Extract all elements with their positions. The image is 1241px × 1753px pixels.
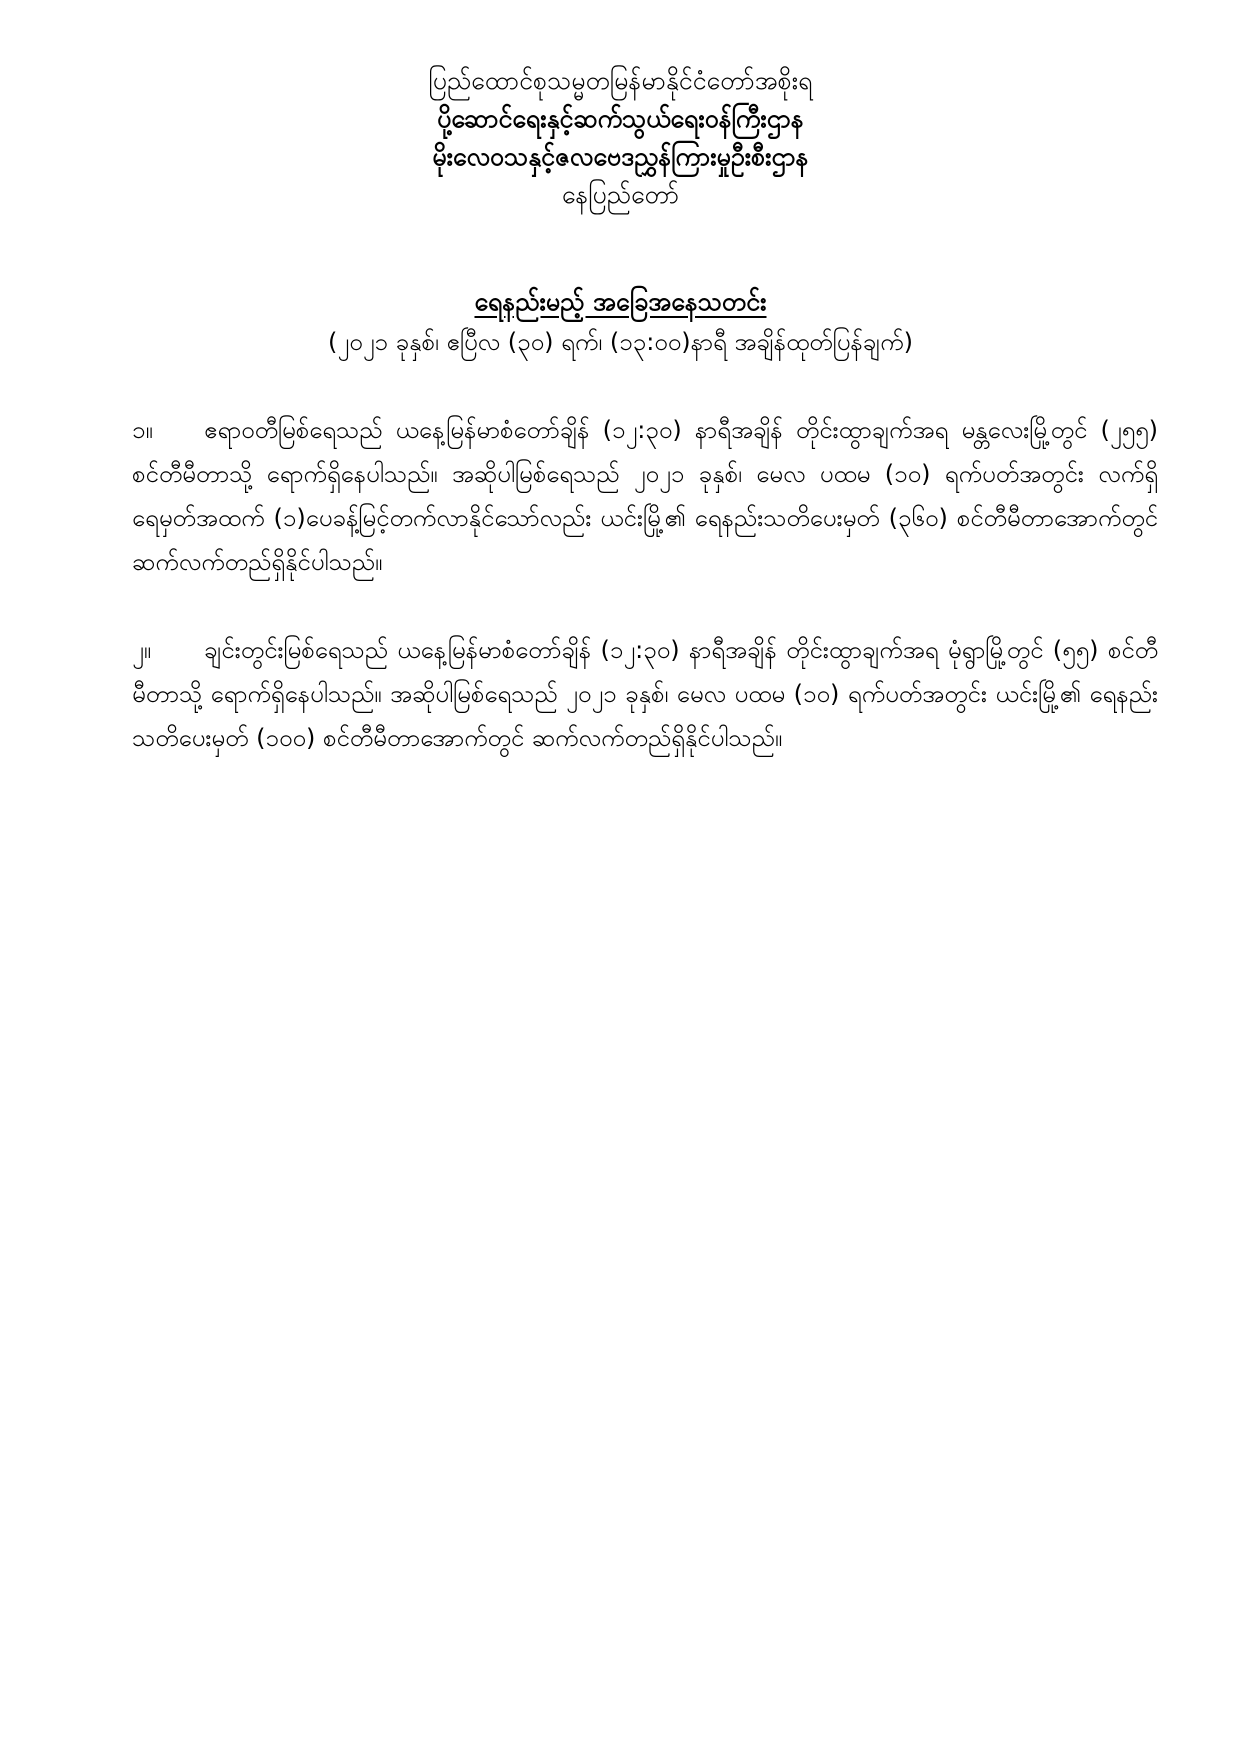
letterhead [0,62,1241,214]
notice-title [0,282,1241,322]
paragraph-text: ချင်းတွင်းမြစ်ရေသည် ယနေ့မြန်မာစံတော်ချိန် (၁၂:၃၀) နာရီအချိန် တိုင်းထွာချက်အရ မုံရွာမြို့တွင် (၅၅) စင်တီမီတာသို့ ရောက်ရှိနေပါသည်။ အဆိုပါမြစ်ရေသည် ၂၀၂၁ ခုနှစ်၊ မေလ ပထမ (၁၀) ရက်ပတ်အတွင်း ယင်းမြို့၏ ရေနည်းသတိပေးမှတ် (၁၀၀) စင်တီမီတာအောက်တွင် ဆက်လက်တည်ရှိနိုင်ပါသည်။ [132,636,1158,752]
notice-heading [0,282,1241,362]
notice-title-text: ရေနည်းမည့် အခြေအနေသတင်း [474,287,767,316]
paragraph-2 [132,628,1158,760]
department-name: မိုးလေဝသနှင့်ဇလဗေဒညွှန်ကြားမှုဦးစီးဌာန [432,142,809,171]
paragraph-number: ၁။ [132,416,153,444]
government-name: ပြည်ထောင်စုသမ္မတမြန်မာနိုင်ငံတော်အစိုးရ [428,66,813,95]
paragraph-number: ၂။ [132,636,152,664]
notice-subtitle: (၂၀၂၁ ခုနှစ်၊ ဧပြီလ (၃၀) ရက်၊ (၁၃:၀၀)နာရီ အချိန်ထုတ်ပြန်ချက်) [328,328,913,356]
ministry-name: ပို့ဆောင်ရေးနှင့်ဆက်သွယ်ရေးဝန်ကြီးဌာန [437,104,804,133]
location-name: နေပြည်တော် [561,180,680,209]
paragraph-1 [132,408,1158,584]
paragraph-text: ဧရာဝတီမြစ်ရေသည် ယနေ့မြန်မာစံတော်ချိန် (၁၂:၃၀) နာရီအချိန် တိုင်းထွာချက်အရ မန္တလေးမြို့တွင် (၂၅၅) စင်တီမီတာသို့ ရောက်ရှိနေပါသည်။ အဆိုပါမြစ်ရေသည် ၂၀၂၁ ခုနှစ်၊ မေလ ပထမ (၁၀) ရက်ပတ်အတွင်း လက်ရှိရေမှတ်အထက် (၁)ပေခန့်မြင့်တက်လာနိုင်သော်လည်း ယင်းမြို့၏ ရေနည်းသတိပေးမှတ် (၃၆၀) စင်တီမီတာအောက်တွင် ဆက်လက်တည်ရှိနိုင်ပါသည်။ [132,416,1158,576]
